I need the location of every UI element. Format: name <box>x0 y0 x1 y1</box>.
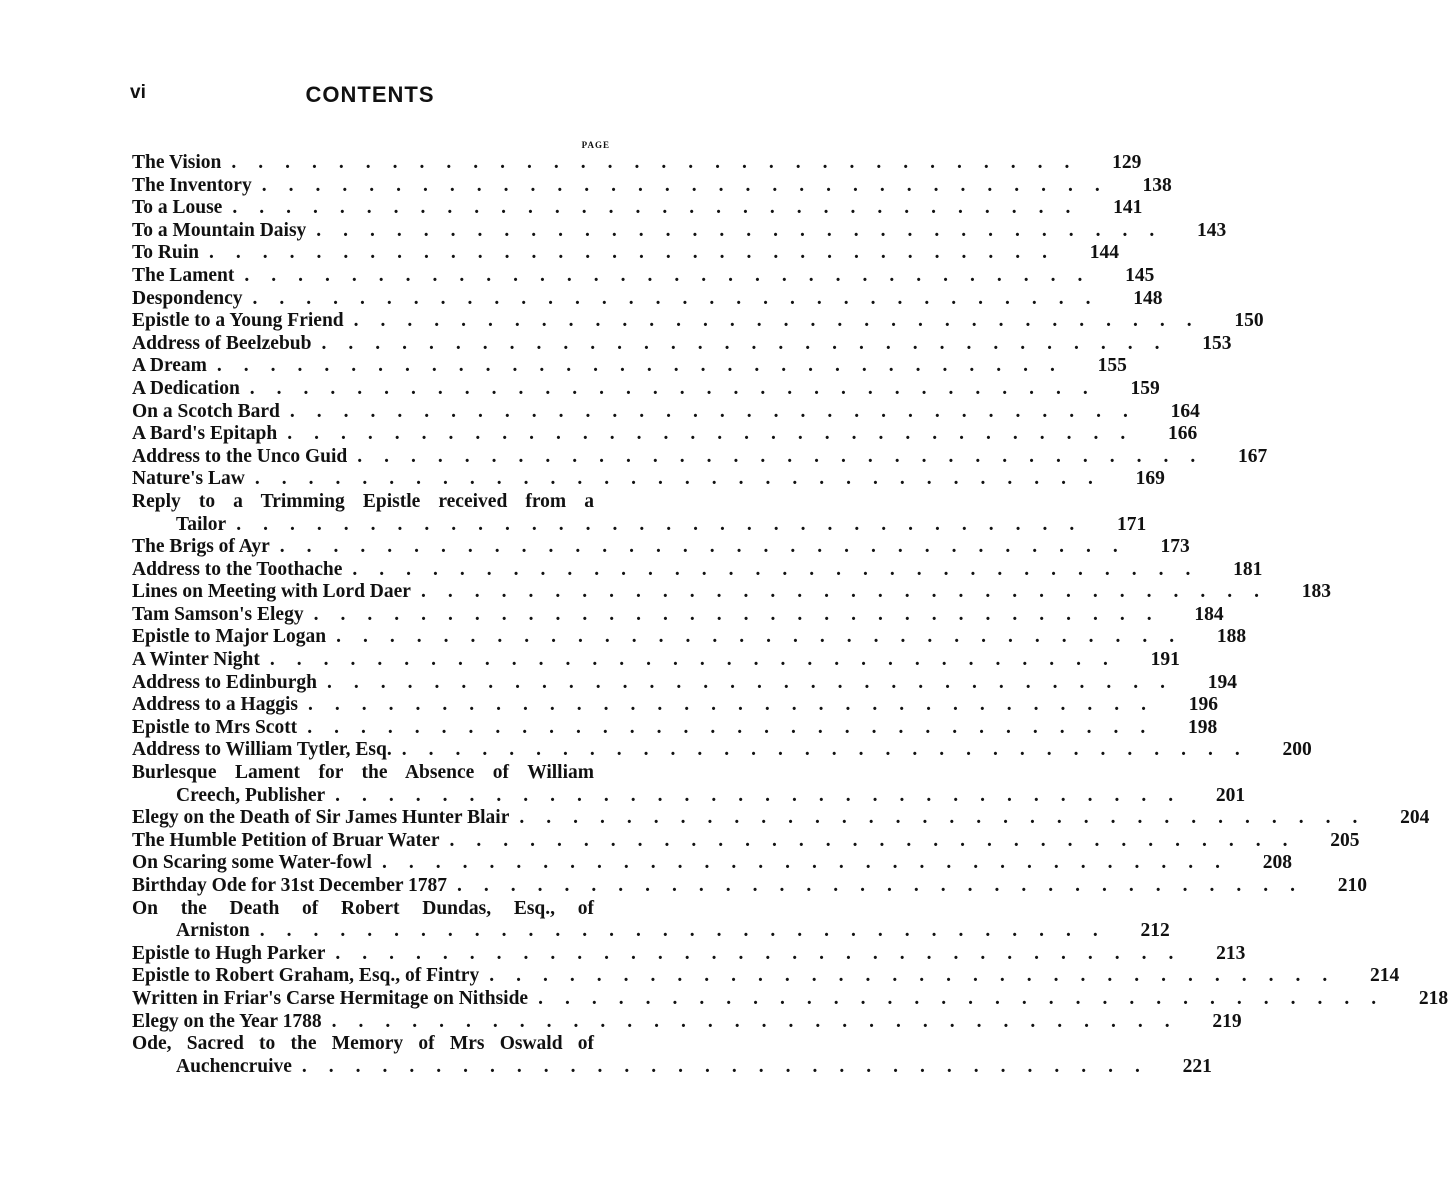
toc-entry-page: 194 <box>1207 671 1237 693</box>
toc-entry-page: 145 <box>1125 264 1155 286</box>
dot-leader: ................................ <box>335 942 1196 964</box>
toc-entry-title: To a Louse <box>132 197 223 219</box>
toc-entry <box>132 784 1246 808</box>
toc-entry-page: 201 <box>1215 784 1246 806</box>
table-of-contents <box>132 152 1448 1078</box>
toc-entry-title: A Dedication <box>132 377 240 399</box>
toc-entry <box>132 377 1160 401</box>
toc-entry <box>132 1010 1242 1034</box>
toc-entry <box>132 626 1247 649</box>
toc-entry-title: Epistle to Robert Graham, Esq., of Fintry <box>132 965 480 987</box>
toc-entry <box>132 355 1127 378</box>
toc-entry-title: Arniston <box>176 920 250 942</box>
toc-entry-page: 205 <box>1330 829 1360 851</box>
toc-entry-page: 159 <box>1130 377 1160 399</box>
toc-entry <box>132 649 1180 672</box>
toc-entry <box>132 987 1448 1011</box>
dot-leader: ................................ <box>231 152 1092 173</box>
dot-leader: ................................ <box>401 739 1262 761</box>
toc-entry-title: Lines on Meeting with Lord Daer <box>132 581 411 603</box>
toc-entry-page: 173 <box>1160 536 1190 558</box>
toc-entry <box>132 829 1360 853</box>
toc-entry-page: 153 <box>1202 332 1232 354</box>
toc-entry <box>132 536 1190 559</box>
toc-entry-page: 214 <box>1369 965 1400 987</box>
toc-entry-page: 167 <box>1238 445 1268 467</box>
toc-entry-title: Epistle to Mrs Scott <box>132 716 298 738</box>
dot-leader: ................................ <box>244 264 1105 286</box>
toc-entry-page: 219 <box>1212 1010 1242 1032</box>
dot-leader: ................................ <box>352 558 1213 580</box>
toc-entry <box>132 671 1237 695</box>
dot-leader: ................................ <box>313 603 1174 625</box>
toc-entry-page: 183 <box>1301 581 1331 603</box>
toc-entry-title: Epistle to Major Logan <box>132 626 327 648</box>
toc-entry <box>132 1055 1212 1079</box>
toc-entry <box>132 219 1227 243</box>
toc-entry-title: On Scaring some Water-fowl <box>132 852 372 874</box>
toc-entry <box>132 739 1312 762</box>
toc-entry <box>132 513 1147 537</box>
toc-entry-title: The Humble Petition of Bruar Water <box>132 829 440 851</box>
toc-entry-page: 150 <box>1234 310 1264 332</box>
toc-entry-page: 169 <box>1135 468 1165 490</box>
toc-entry <box>132 242 1120 265</box>
toc-entry <box>132 603 1224 627</box>
toc-entry-title: Tailor <box>176 513 227 535</box>
toc-entry-page: 188 <box>1216 626 1247 648</box>
toc-entry <box>132 581 1331 604</box>
toc-entry-title: Address to a Haggis <box>132 694 298 716</box>
toc-entry-page: 138 <box>1142 174 1172 196</box>
toc-entry-title: A Winter Night <box>132 649 260 671</box>
dot-leader: ................................ <box>331 1010 1192 1032</box>
toc-entry <box>132 197 1143 220</box>
toc-entry <box>132 920 1170 943</box>
toc-entry <box>132 287 1163 311</box>
toc-entry-page: 144 <box>1089 242 1120 264</box>
toc-entry-title: To Ruin <box>132 242 200 264</box>
dot-leader: ................................ <box>289 400 1150 422</box>
toc-entry <box>132 694 1218 717</box>
dot-leader: ................................ <box>353 310 1214 332</box>
dot-leader: ................................ <box>449 829 1310 851</box>
dot-leader: ................................ <box>336 626 1197 648</box>
toc-entry <box>132 423 1198 446</box>
toc-entry <box>132 965 1400 988</box>
toc-entry-title: Address to Edinburgh <box>132 671 317 693</box>
dot-leader: ................................ <box>209 242 1070 264</box>
dot-leader: ................................ <box>232 197 1093 219</box>
toc-entry <box>132 807 1430 830</box>
dot-leader: ................................ <box>519 807 1380 829</box>
toc-entry-page: 129 <box>1112 152 1142 173</box>
dot-leader: ................................ <box>254 468 1115 490</box>
dot-leader: ................................ <box>538 987 1399 1009</box>
toc-entry <box>132 875 1368 898</box>
toc-entry-page: 143 <box>1197 219 1227 241</box>
toc-entry-page: 204 <box>1400 807 1430 829</box>
toc-entry-title-line1: Reply to a Trimming Epistle received from a <box>132 490 594 512</box>
toc-entry-page: 221 <box>1182 1055 1212 1077</box>
toc-entry-page: 155 <box>1097 355 1127 377</box>
toc-entry <box>132 468 1165 491</box>
toc-entry-title: To a Mountain Daisy <box>132 219 307 241</box>
toc-entry-title: Address of Beelzebub <box>132 332 312 354</box>
toc-entry-title: On a Scotch Bard <box>132 400 280 422</box>
toc-entry-title: The Inventory <box>132 174 252 196</box>
toc-entry-title: Epistle to a Young Friend <box>132 310 344 332</box>
toc-entry <box>132 332 1232 356</box>
toc-entry-page: 181 <box>1233 558 1263 580</box>
toc-entry-page: 196 <box>1188 694 1218 716</box>
toc-entry <box>132 716 1218 740</box>
dot-leader: ................................ <box>307 716 1168 738</box>
dot-leader: ................................ <box>307 694 1168 716</box>
toc-entry-title: Tam Samson's Elegy <box>132 603 304 625</box>
dot-leader: ................................ <box>316 219 1177 241</box>
dot-leader: ................................ <box>249 377 1110 399</box>
toc-entry <box>132 152 1142 175</box>
toc-entry-title: A Bard's Epitaph <box>132 423 278 445</box>
dot-leader: ................................ <box>269 649 1130 671</box>
toc-entry-title: The Brigs of Ayr <box>132 536 270 558</box>
toc-entry-title: Address to the Unco Guid <box>132 445 348 467</box>
toc-entry-title: Elegy on the Year 1788 <box>132 1010 322 1032</box>
dot-leader: ................................ <box>287 423 1148 445</box>
toc-entry-title: Birthday Ode for 31st December 1787 <box>132 875 448 896</box>
toc-entry-page: 212 <box>1140 920 1170 942</box>
toc-entry-title: Epistle to Hugh Parker <box>132 942 326 964</box>
dot-leader: ................................ <box>326 671 1187 693</box>
toc-entry-title: A Dream <box>132 355 207 377</box>
dot-leader: ................................ <box>381 852 1242 874</box>
toc-entry <box>132 445 1268 469</box>
toc-entry-title: The Lament <box>132 264 235 286</box>
page-title: CONTENTS <box>305 82 435 107</box>
toc-entry <box>132 558 1263 582</box>
dot-leader: ................................ <box>457 875 1318 896</box>
toc-entry-page: 171 <box>1116 513 1147 535</box>
toc-entry-title: Address to the Toothache <box>132 558 343 580</box>
page-column-label: PAGE <box>581 140 610 150</box>
toc-entry-page: 208 <box>1262 852 1292 874</box>
page-header <box>130 78 610 114</box>
dot-leader: ................................ <box>259 920 1120 942</box>
toc-entry-title-line1: Ode, Sacred to the Memory of Mrs Oswald of <box>132 1033 594 1055</box>
dot-leader: ................................ <box>261 174 1122 196</box>
toc-entry-title: The Vision <box>132 152 222 173</box>
toc-entry-title: Auchencruive <box>176 1055 292 1077</box>
dot-leader: ................................ <box>335 784 1196 806</box>
toc-entry <box>132 852 1292 875</box>
dot-leader: ................................ <box>357 445 1218 467</box>
toc-entry-page: 191 <box>1150 649 1180 671</box>
toc-entry <box>132 310 1264 333</box>
toc-entry-page: 164 <box>1170 400 1200 422</box>
dot-leader: ................................ <box>236 513 1097 535</box>
toc-entry-title-line1: On the Death of Robert Dundas, Esq., of <box>132 897 594 919</box>
dot-leader: ................................ <box>301 1055 1162 1077</box>
toc-entry-title: Creech, Publisher <box>176 784 326 806</box>
page-number: vi <box>130 82 146 103</box>
toc-entry-title: Nature's Law <box>132 468 245 490</box>
dot-leader: ................................ <box>420 581 1281 603</box>
toc-entry-page: 218 <box>1418 987 1448 1009</box>
toc-entry-title: Written in Friar's Carse Hermitage on Nithside <box>132 987 529 1009</box>
toc-entry-title-line1: Burlesque Lament for the Absence of William <box>132 762 594 784</box>
dot-leader: ................................ <box>489 965 1350 987</box>
toc-entry-page: 210 <box>1337 875 1368 896</box>
toc-entry-page: 141 <box>1113 197 1143 219</box>
toc-entry-title: Address to William Tytler, Esq. <box>132 739 392 761</box>
dot-leader: ................................ <box>321 332 1182 354</box>
toc-entry-page: 200 <box>1282 739 1312 761</box>
toc-entry-title: Elegy on the Death of Sir James Hunter Blair <box>132 807 510 829</box>
dot-leader: ................................ <box>279 536 1140 558</box>
dot-leader: ................................ <box>216 355 1077 377</box>
toc-entry <box>132 400 1200 424</box>
toc-entry <box>132 174 1172 198</box>
toc-entry-page: 166 <box>1167 423 1198 445</box>
toc-entry-page: 184 <box>1194 603 1224 625</box>
toc-entry-page: 148 <box>1133 287 1163 309</box>
toc-entry-title: Despondency <box>132 287 243 309</box>
toc-entry-page: 213 <box>1216 942 1246 964</box>
toc-entry-page: 198 <box>1187 716 1218 738</box>
toc-entry <box>132 264 1155 288</box>
dot-leader: ................................ <box>252 287 1113 309</box>
toc-entry <box>132 942 1246 966</box>
